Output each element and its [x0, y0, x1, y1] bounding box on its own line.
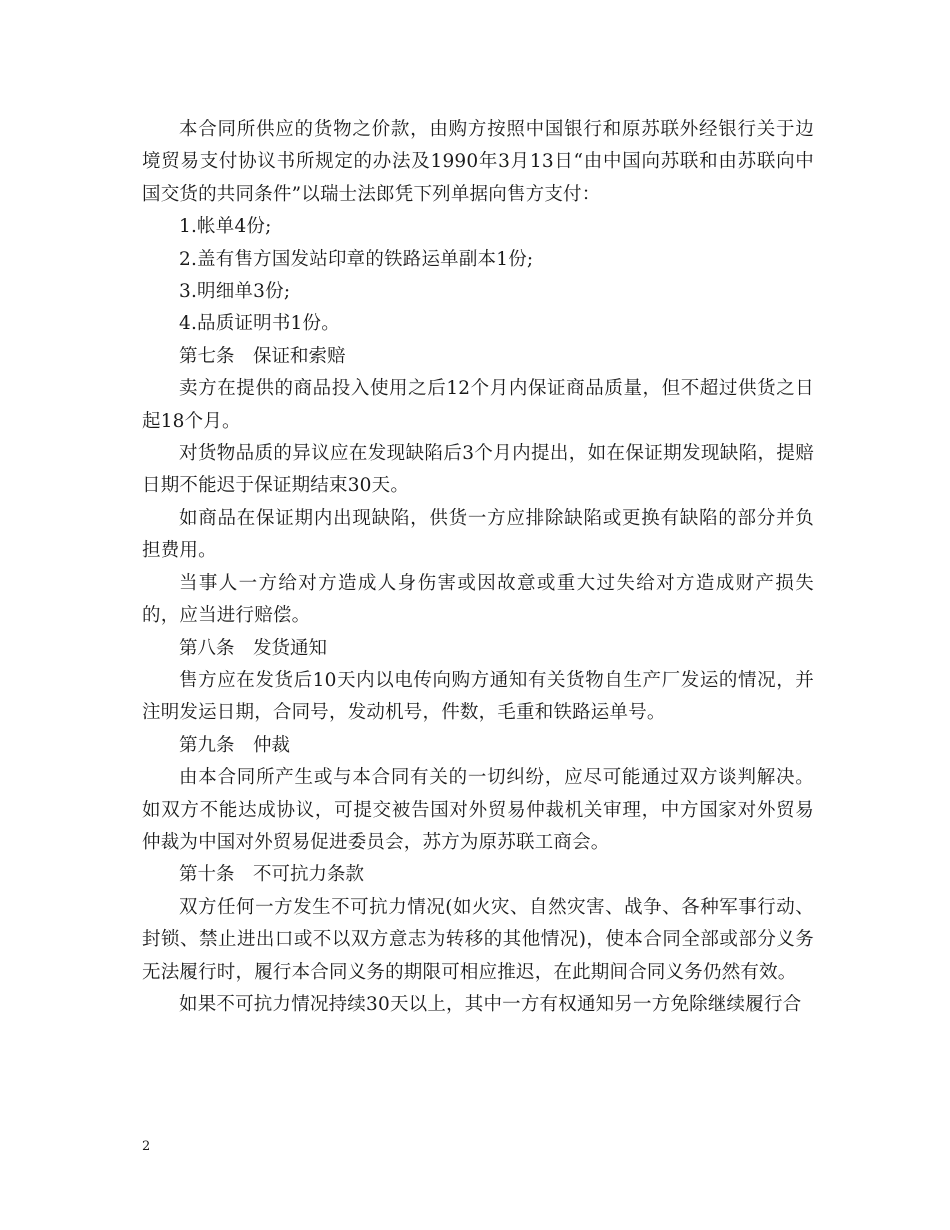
paragraph-force-majeure: 双方任何一方发生不可抗力情况(如火灾、自然灾害、战争、各种军事行动、封锁、禁止进出口或不以双方意志为转移的其他情况)，使本合同全部或部分义务无法履行时，履行本合同义务的期限可相应推迟，在此期间合同义务仍然有效。: [142, 896, 814, 983]
list-item-invoice: 1.帐单4份;: [179, 216, 272, 238]
list-item-packing-list: 3.明细单3份;: [179, 281, 291, 303]
paragraph-warranty-period: 卖方在提供的商品投入使用之后12个月内保证商品质量，但不超过供货之日起18个月。: [142, 378, 814, 432]
document-body: [142, 114, 814, 1021]
paragraph-defect-remedy: 如商品在保证期内出现缺陷，供货一方应排除缺陷或更换有缺陷的部分并负担费用。: [142, 507, 814, 562]
section-heading-article-8: 第八条 发货通知: [179, 637, 328, 659]
section-heading-article-9: 第九条 仲裁: [179, 734, 291, 756]
section-heading-article-10: 第十条 不可抗力条款: [179, 864, 365, 886]
paragraph-shipment-notice: 售方应在发货后10天内以电传向购方通知有关货物自生产厂发运的情况，并注明发运日期，合同号，发动机号，件数，毛重和铁路运单号。: [142, 669, 814, 724]
list-item-waybill: 2.盖有售方国发站印章的铁路运单副本1份;: [179, 248, 534, 270]
section-heading-article-7: 第七条 保证和索赔: [179, 345, 346, 367]
paragraph-compensation: 当事人一方给对方造成人身伤害或因故意或重大过失给对方造成财产损失的，应当进行赔偿。: [142, 572, 814, 627]
paragraph-quality-objection: 对货物品质的异议应在发现缺陷后3个月内提出，如在保证期发现缺陷，提赔日期不能迟于保证期结束30天。: [142, 443, 814, 497]
paragraph-arbitration: 由本合同所产生或与本合同有关的一切纠纷，应尽可能通过双方谈判解决。如双方不能达成协议，可提交被告国对外贸易仲裁机关审理，中方国家对外贸易仲裁为中国对外贸易促进委员会，苏方为原苏联工商会。: [142, 767, 814, 853]
paragraph-payment-terms: 本合同所供应的货物之价款，由购方按照中国银行和原苏联外经银行关于边境贸易支付协议书所规定的办法及1990年3月13日“由中国向苏联和由苏联向中国交货的共同条件”以瑞士法郎凭下列单据向售方支付：: [142, 119, 814, 205]
page-number: 2: [142, 1139, 151, 1154]
paragraph-force-majeure-duration: 如果不可抗力情况持续30天以上，其中一方有权通知另一方免除继续履行合: [179, 993, 802, 1015]
list-item-quality-certificate: 4.品质证明书1份。: [179, 313, 340, 335]
